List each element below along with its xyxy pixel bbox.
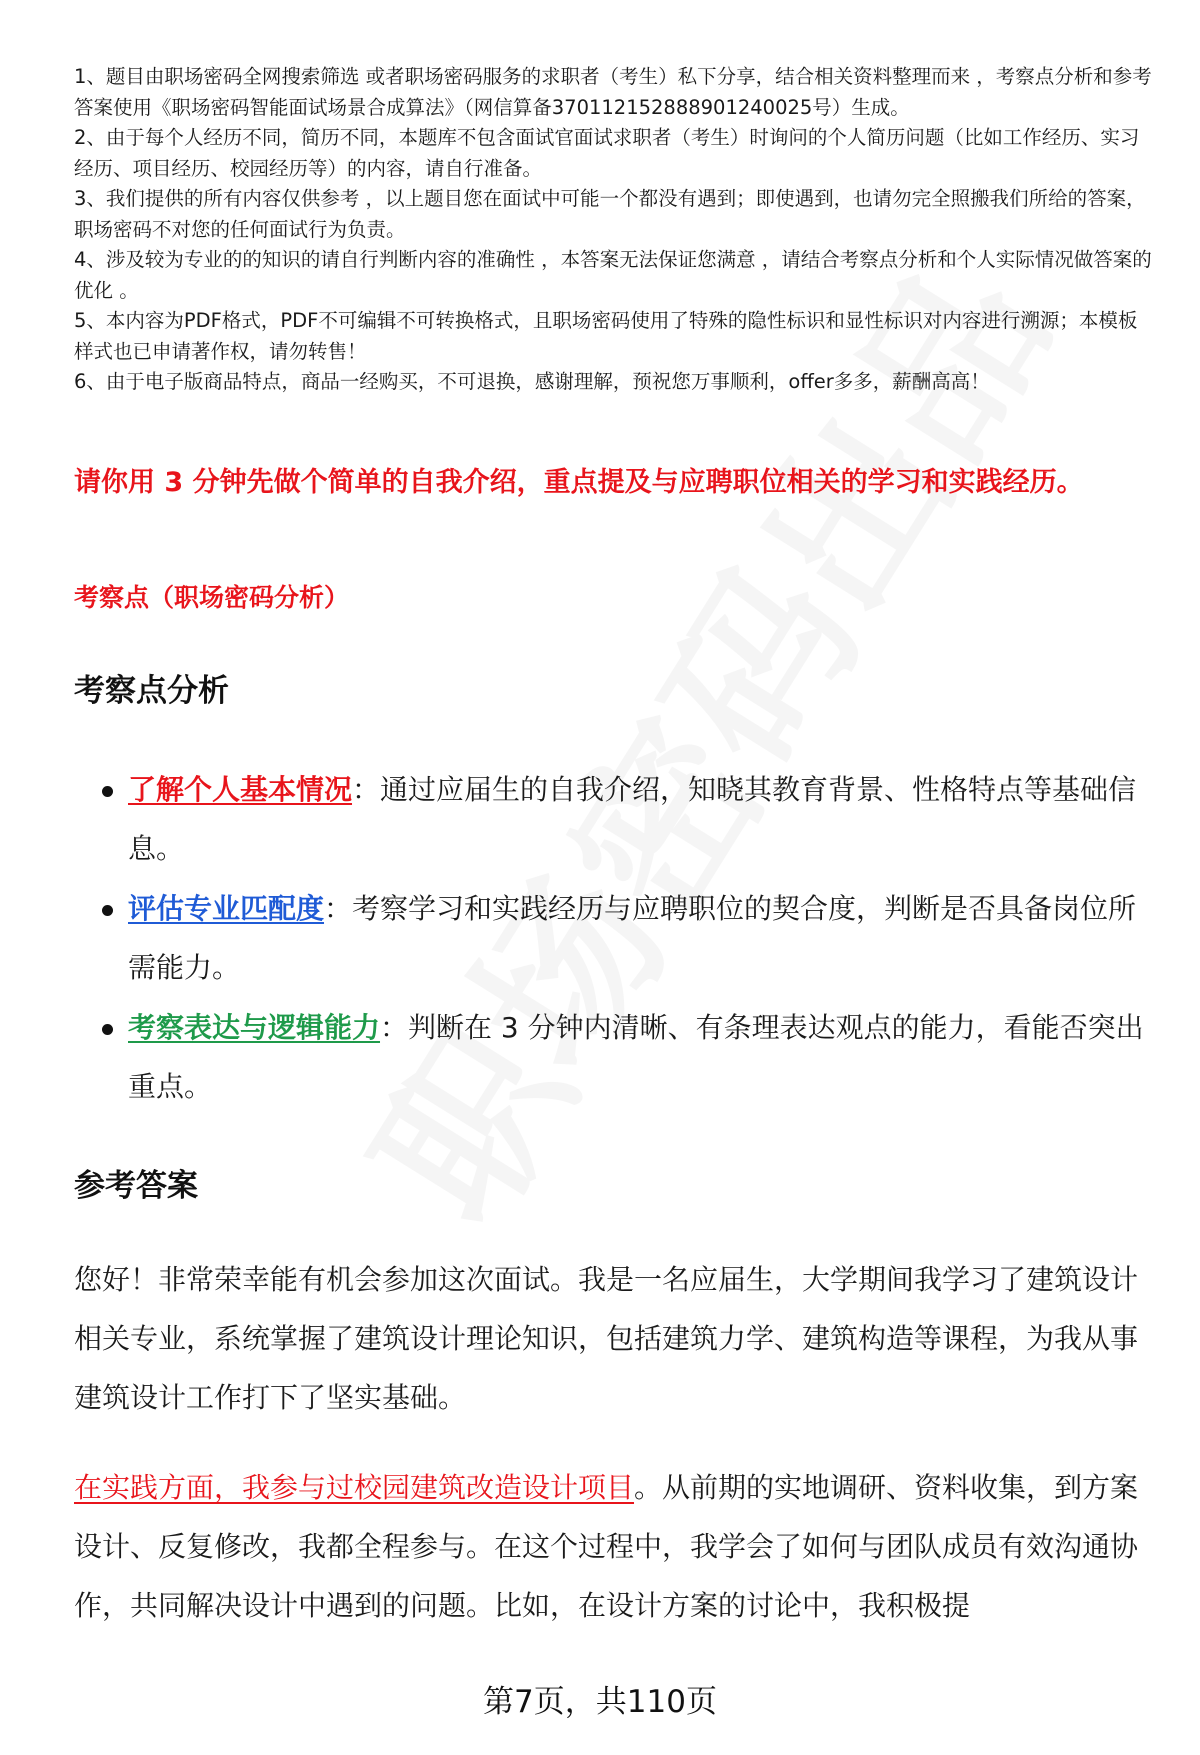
analysis-source-title: 考察点（职场密码分析） — [74, 583, 350, 612]
analysis-text: ：通过应届生的自我介绍，知晓其教育背景、性格特点等基础信息。 — [128, 773, 1137, 865]
note-item: 4、涉及较为专业的的知识的请自行判断内容的准确性 ，本答案无法保证您满意 ，请结合考察点分析和个人实际情况做答案的优化 。 — [74, 248, 1152, 302]
note-item: 2、由于每个人经历不同，简历不同，本题库不包含面试官面试求职者（考生）时询问的个人简历问题（比如工作经历、实习经历、项目经历、校园经历等）的内容，请自行准备。 — [74, 126, 1140, 180]
answer-paragraph: 您好！非常荣幸能有机会参加这次面试。我是一名应届生，大学期间我学习了建筑设计相关专业，系统掌握了建筑设计理论知识，包括建筑力学、建筑构造等课程，为我从事建筑设计工作打下了坚实基础。 — [74, 1263, 1139, 1414]
analysis-text: ：判断在 3 分钟内清晰、有条理表达观点的能力，看能否突出重点。 — [128, 1011, 1144, 1103]
list-item — [74, 998, 1164, 1116]
analysis-keyword: 评估专业匹配度 — [128, 892, 325, 925]
answer-text: 。从前期的实地调研、资料收集，到方案设计、反复修改，我都全程参与。在这个过程中，我学会了如何与团队成员有效沟通协作，共同解决设计中遇到的问题。比如，在设计方案的讨论中，我积极提 — [74, 1471, 1139, 1622]
list-item — [74, 760, 1164, 878]
note-item: 6、由于电子版商品特点，商品一经购买，不可退换，感谢理解，预祝您万事顺利，offer多多，薪酬高高！ — [74, 370, 990, 393]
note-item: 3、我们提供的所有内容仅供参考 ，以上题目您在面试中可能一个都没有遇到；即使遇到，也请勿完全照搬我们所给的答案，职场密码不对您的任何面试行为负责。 — [74, 187, 1146, 241]
answer-heading: 参考答案 — [74, 1168, 198, 1204]
analysis-list — [74, 760, 1164, 1117]
bullet-icon — [102, 1024, 113, 1035]
disclaimer-notes — [74, 62, 1156, 398]
analysis-keyword: 考察表达与逻辑能力 — [128, 1011, 381, 1044]
answer-paragraph — [74, 1458, 1154, 1635]
page-number: 第7页，共110页 — [483, 1684, 717, 1720]
interview-question: 请你用 3 分钟先做个简单的自我介绍，重点提及与应聘职位相关的学习和实践经历。 — [74, 467, 1084, 498]
note-item: 5、本内容为PDF格式，PDF不可编辑不可转换格式，且职场密码使用了特殊的隐性标识和显性标识对内容进行溯源；本模板样式也已申请著作权，请勿转售！ — [74, 309, 1138, 363]
analysis-text: ：考察学习和实践经历与应聘职位的契合度，判断是否具备岗位所需能力。 — [128, 892, 1137, 984]
analysis-keyword: 了解个人基本情况 — [128, 773, 353, 806]
analysis-heading: 考察点分析 — [74, 673, 229, 709]
list-item — [74, 879, 1164, 997]
bullet-icon — [102, 905, 113, 916]
note-item: 1、题目由职场密码全网搜索筛选 或者职场密码服务的求职者（考生）私下分享，结合相关资料整理而来 ，考察点分析和参考答案使用《职场密码智能面试场景合成算法》（网信算备370112152888901240025号）生成。 — [74, 65, 1152, 119]
bullet-icon — [102, 786, 113, 797]
answer-highlight: 在实践方面，我参与过校园建筑改造设计项目 — [74, 1471, 635, 1504]
